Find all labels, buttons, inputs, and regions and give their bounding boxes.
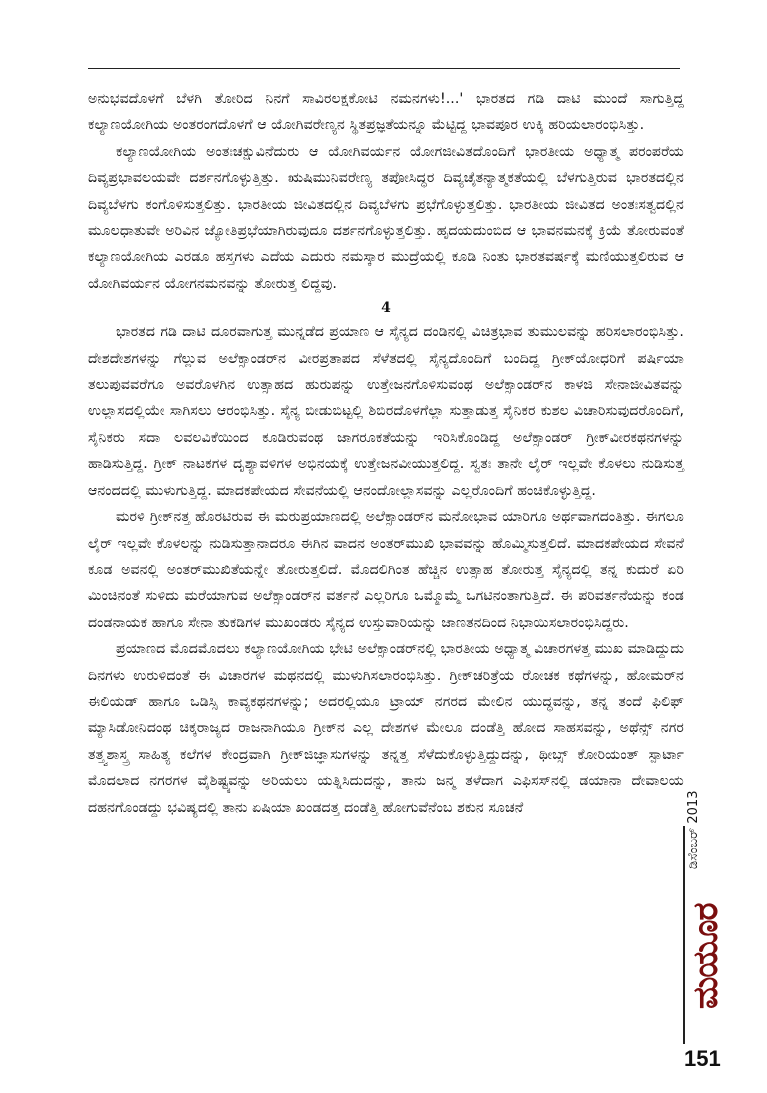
sidebar-rule bbox=[683, 826, 685, 1044]
header-rule bbox=[88, 68, 680, 69]
article-paragraphs-top bbox=[88, 86, 684, 297]
section-number: 4 bbox=[381, 300, 391, 317]
paragraph: ಭಾರತದ ಗಡಿ ದಾಟಿ ದೂರವಾಗುತ್ತ ಮುನ್ನಡೆದ ಪ್ರಯಾಣ ಆ ಸೈನ್ಯದ ದಂಡಿನಲ್ಲಿ ವಿಚಿತ್ರಭಾವ ತುಮುಲವನ್ನು ಹರಿಸಲಾರಂಭಿಸಿತ್ತು. ದೇಶದೇಶಗಳನ್ನು ಗೆಲ್ಲುವ ಅಲೆಕ್ಸಾಂಡರ್‌ನ ವೀರಪ್ರತಾಪದ ಸೆಳೆತದಲ್ಲಿ ಸೈನ್ಯದೊಂದಿಗೆ ಬಂದಿದ್ದ ಗ್ರೀಕ್‌ಯೋಧರಿಗೆ ಪರ್ಷಿಯಾ ತಲುಪುವವರೆಗೂ ಅವರೊಳಗಿನ ಉತ್ಸಾಹದ ಹುರುಪನ್ನು ಉತ್ತೇಜನಗೊಳಿಸುವಂಥ ಅಲೆಕ್ಸಾಂಡರ್‌ನ ಕಾಳಜಿ ಸೇನಾಜೀವಿತವನ್ನು ಉಲ್ಲಾಸದಲ್ಲಿಯೇ ಸಾಗಿಸಲು ಆರಂಭಿಸಿತ್ತು. ಸೈನ್ಯ ಬೀಡುಬಿಟ್ಟಲ್ಲಿ ಶಿಬಿರದೊಳಗೆಲ್ಲಾ ಸುತ್ತಾಡುತ್ತ ಸೈನಿಕರ ಕುಶಲ ವಿಚಾರಿಸುವುದರೊಂದಿಗೆ, ಸೈನಿಕರು ಸದಾ ಲವಲವಿಕೆಯಿಂದ ಕೂಡಿರುವಂಥ ಜಾಗರೂಕತೆಯನ್ನು ಇರಿಸಿಕೊಂಡಿದ್ದ ಅಲೆಕ್ಸಾಂಡರ್ ಗ್ರೀಕ್‌ವೀರಕಥನಗಳನ್ನು ಹಾಡಿಸುತ್ತಿದ್ದ. ಗ್ರೀಕ್ ನಾಟಕಗಳ ದೃಶ್ಯಾವಳಿಗಳ ಅಭಿನಯಕ್ಕೆ ಉತ್ತೇಜನವೀಯುತ್ತಲಿದ್ದ. ಸ್ವತಃ ತಾನೇ ಲೈರ್ ಇಲ್ಲವೇ ಕೊಳಲು ನುಡಿಸುತ್ತ ಆನಂದದಲ್ಲಿ ಮುಳುಗುತ್ತಿದ್ದ. ಮಾದಕಪೇಯದ ಸೇವನೆಯಲ್ಲಿ ಆನಂದೋಲ್ಲಾಸವನ್ನು ಎಲ್ಲರೊಂದಿಗೆ ಹಂಚಿಕೊಳ್ಳುತ್ತಿದ್ದ. bbox=[88, 324, 684, 499]
article-body bbox=[88, 86, 684, 821]
paragraph: ಪ್ರಯಾಣದ ಮೊದಮೊದಲು ಕಲ್ಯಾಣಯೋಗಿಯ ಭೇಟಿ ಅಲೆಕ್ಸಾಂಡರ್‌ನಲ್ಲಿ ಭಾರತೀಯ ಅಧ್ಯಾತ್ಮ ವಿಚಾರಗಳತ್ತ ಮುಖ ಮಾಡಿದ್ದುದು ದಿನಗಳು ಉರುಳಿದಂತೆ ಈ ವಿಚಾರಗಳ ಮಥನದಲ್ಲಿ ಮುಳುಗಿಸಲಾರಂಭಿಸಿತ್ತು. ಗ್ರೀಕ್‌ಚರಿತ್ರೆಯ ರೋಚಕ ಕಥೆಗಳನ್ನು, ಹೋಮರ್‌ನ ಈಲಿಯಡ್ ಹಾಗೂ ಒಡಿಸ್ಸಿ ಕಾವ್ಯಕಥನಗಳನ್ನು; ಅದರಲ್ಲಿಯೂ ಟ್ರಾಯ್ ನಗರದ ಮೇಲಿನ ಯುದ್ಧವನ್ನು, ತನ್ನ ತಂದೆ ಫಿಲಿಫ್ ಮ್ಯಾಸಿಡೋನಿದಂಥ ಚಿಕ್ಕರಾಜ್ಯದ ರಾಜನಾಗಿಯೂ ಗ್ರೀಕ್‌ನ ಎಲ್ಲ ದೇಶಗಳ ಮೇಲೂ ದಂಡೆತ್ತಿ ಹೋದ ಸಾಹಸವನ್ನು, ಅಥೆನ್ಸ್ ನಗರ ತತ್ತ್ವಶಾಸ್ತ್ರ ಸಾಹಿತ್ಯ ಕಲೆಗಳ ಕೇಂದ್ರವಾಗಿ ಗ್ರೀಕ್‌ಜಿಜ್ಞಾಸುಗಳನ್ನು ತನ್ನತ್ತ ಸೆಳೆದುಕೊಳ್ಳುತ್ತಿದ್ದುದನ್ನು, ಥೀಬ್ಸ್ ಕೋರಿಯಂತ್ ಸ್ಪಾರ್ಟಾ ಮೊದಲಾದ ನಗರಗಳ ವೈಶಿಷ್ಟ್ಯವನ್ನು ಅರಿಯಲು ಯತ್ನಿಸಿದುದನ್ನು, ತಾನು ಜನ್ಮ ತಳೆದಾಗ ಎಫಿಸಸ್‌ನಲ್ಲಿ ಡಯಾನಾ ದೇವಾಲಯ ದಹನಗೊಂಡದ್ದು ಭವಿಷ್ಯದಲ್ಲಿ ತಾನು ಏಷಿಯಾ ಖಂಡದತ್ತ ದಂಡೆತ್ತಿ ಹೋಗುವೆನೆಂಬ ಶಕುನ ಸೂಚನೆ bbox=[88, 641, 684, 816]
magazine-sidebar bbox=[686, 790, 726, 1040]
paragraph: ಕಲ್ಯಾಣಯೋಗಿಯ ಅಂತಃಚಕ್ಷುವಿನೆದುರು ಆ ಯೋಗಿವರ್ಯನ ಯೋಗಜೀವಿತದೊಂದಿಗೆ ಭಾರತೀಯ ಅಧ್ಯಾತ್ಮ ಪರಂಪರೆಯ ದಿವ್ಯಪ್ರಭಾವಲಯವೇ ದರ್ಶನಗೊಳ್ಳುತ್ತಿತ್ತು. ಋಷಿಮುನಿವರೇಣ್ಯ ತಪೋಸಿದ್ಧರ ದಿವ್ಯಚೈತನ್ಯಾತ್ಮಕತೆಯಲ್ಲಿ ಬೆಳಗುತ್ತಿರುವ ಭಾರತದಲ್ಲಿನ ದಿವ್ಯಬೆಳಗು ಕಂಗೊಳಿಸುತ್ತಲಿತ್ತು. ಭಾರತೀಯ ಜೀವಿತದಲ್ಲಿನ ದಿವ್ಯಬೆಳಗು ಪ್ರಭೆಗೊಳ್ಳುತ್ತಲಿತ್ತು. ಭಾರತೀಯ ಜೀವಿತದ ಅಂತಃಸತ್ವದಲ್ಲಿನ ಮೂಲಧಾತುವೇ ಅರಿವಿನ ಜ್ಯೋತಿಪ್ರಭೆಯಾಗಿರುವುದೂ ದರ್ಶನಗೊಳ್ಳುತ್ತಲಿತ್ತು. ಹೃದಯದುಂಬಿದ ಆ ಭಾವನಮನಕ್ಕೆ ಕ್ರಿಯೆ ತೋರುವಂತೆ ಕಲ್ಯಾಣಯೋಗಿಯ ಎರಡೂ ಹಸ್ತಗಳು ಎದೆಯ ಎದುರು ನಮಸ್ಕಾರ ಮುದ್ರೆಯಲ್ಲಿ ಕೂಡಿ ನಿಂತು ಭಾರತವರ್ಷಕ್ಕೆ ಮಣಿಯುತ್ತಲಿರುವ ಆ ಯೋಗಿವರ್ಯನ ಯೋಗನಮನವನ್ನು ತೋರುತ್ತ ಲಿದ್ದವು. bbox=[88, 143, 684, 292]
magazine-logo: ಮಯೂರ bbox=[686, 903, 726, 1009]
issue-date: ಡಿಸೆಂಬರ್ 2013 bbox=[686, 790, 701, 870]
paragraph: ಮರಳಿ ಗ್ರೀಕ್‌ನತ್ತ ಹೊರಟಿರುವ ಈ ಮರುಪ್ರಯಾಣದಲ್ಲಿ ಅಲೆಕ್ಸಾಂಡರ್‌ನ ಮನೋಭಾವ ಯಾರಿಗೂ ಅರ್ಥವಾಗದಂತಿತ್ತು. ಈಗಲೂ ಲೈರ್ ಇಲ್ಲವೇ ಕೊಳಲನ್ನು ನುಡಿಸುತ್ತಾನಾದರೂ ಈಗಿನ ವಾದನ ಅಂತರ್‌ಮುಖಿ ಭಾವವನ್ನು ಹೊಮ್ಮಿಸುತ್ತಲಿದೆ. ಮಾದಕಪೇಯದ ಸೇವನೆ ಕೂಡ ಅವನಲ್ಲಿ ಅಂತರ್‌ಮುಖಿತೆಯನ್ನೇ ತೋರುತ್ತಲಿದೆ. ಮೊದಲಿಗಿಂತ ಹೆಚ್ಚಿನ ಉತ್ಸಾಹ ತೋರುತ್ತ ಸೈನ್ಯದಲ್ಲಿ ತನ್ನ ಕುದುರೆ ಏರಿ ಮಿಂಚಿನಂತೆ ಸುಳಿದು ಮರೆಯಾಗುವ ಅಲೆಕ್ಸಾಂಡರ್‌ನ ವರ್ತನೆ ಎಲ್ಲರಿಗೂ ಒಮ್ಮೊಮ್ಮೆ ಒಗಟಿನಂತಾಗುತ್ತಿದೆ. ಈ ಪರಿವರ್ತನೆಯನ್ನು ಕಂಡ ದಂಡನಾಯಕ ಹಾಗೂ ಸೇನಾ ತುಕಡಿಗಳ ಮುಖಂಡರು ಸೈನ್ಯದ ಉಸ್ತುವಾರಿಯನ್ನು ಜಾಣತನದಿಂದ ನಿಭಾಯಿಸಲಾರಂಭಿಸಿದ್ದರು. bbox=[88, 509, 684, 631]
article-paragraphs-bottom bbox=[88, 319, 684, 821]
paragraph: ಅನುಭವದೊಳಗೆ ಬೆಳಗಿ ತೋರಿದ ನಿನಗೆ ಸಾವಿರಲಕ್ಷಕೋಟಿ ನಮನಗಳು!...' ಭಾರತದ ಗಡಿ ದಾಟಿ ಮುಂದೆ ಸಾಗುತ್ತಿದ್ದ ಕಲ್ಯಾಣಯೋಗಿಯ ಅಂತರಂಗದೊಳಗೆ ಆ ಯೋಗಿವರೇಣ್ಯನ ಸ್ಥಿತಪ್ರಜ್ಞತೆಯನ್ನೂ ಮೆಟ್ಟಿದ್ದ ಭಾವಪೂರ ಉಕ್ಕಿ ಹರಿಯಲಾರಂಭಿಸಿತ್ತು. bbox=[88, 91, 684, 134]
page-number: 151 bbox=[684, 1046, 721, 1071]
